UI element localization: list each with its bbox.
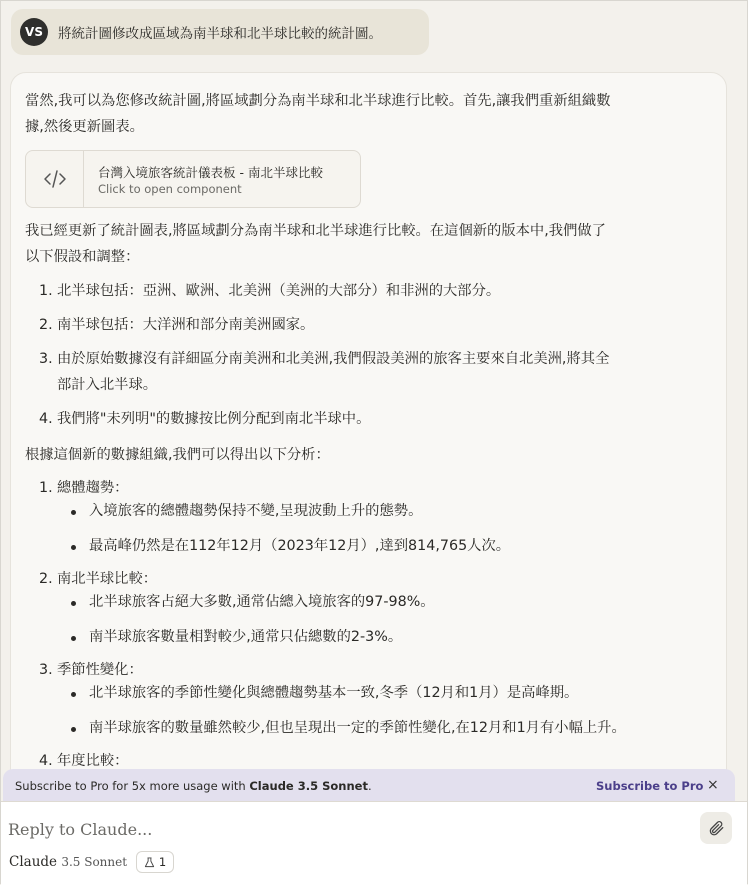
flask-icon <box>144 857 155 868</box>
paperclip-icon <box>707 819 725 837</box>
assistant-response: 當然,我可以為您修改統計圖,將區域劃分為南半球和北半球進行比較。首先,讓我們重新組織數 據,然後更新圖表。 台灣入境旅客統計儀表板 - 南北半球比較 Click to open component 我已經更新了統計圖表,將區域劃分為南半球和北半球進行比較。在這個新的版本中,我們做了 以下假設和調整： 1. 北半球包括：亞洲、歐洲、北美洲（美洲的大部分）和非洲的大部分。 2. 南半球包括：大洋洲和部分南美洲國家。 3. 由於原始數據沒有詳細區分南美洲和北美洲,我們假設美洲的旅客主要來自北美洲,將其全 部計入北半球。 4. 我們將"未列明"的數據按比例分配到南北半球中。 根據這個新的數據組織,我們可以得出以下分析： 1. 總體趨勢： 入境旅客的總體趨勢保持不變,呈現波動上升的態勢。 最高峰仍然是在112年12月（2023年12月）,達到814,765人次。 2. 南北半球比較： 北半球旅客占絕大多數,通常佔總入境旅客的97-98%。 南半球旅客數量相對較少,通常只佔總數的2-3%。 3. 季節性變化： 北半球旅客的季節性變化與總體趨勢基本一致,冬季（12月和1月）是高峰期。 南半球旅客的數量雖然較少,但也呈現出一定的季節性變化,在12月和1月有小幅上升。 4. 年度比較： <box>10 72 727 832</box>
updated-line-2: 以下假設和調整： <box>25 249 140 265</box>
updated-line-1: 我已經更新了統計圖表,將區域劃分為南半球和北半球進行比較。在這個新的版本中,我們做了 <box>25 223 606 239</box>
user-message-text: 將統計圖修改成區域為南半球和北半球比較的統計圖。 <box>58 26 382 42</box>
bullet-dot <box>71 727 76 732</box>
reply-input[interactable]: Reply to Claude... <box>8 820 153 839</box>
project-count: 1 <box>158 855 167 869</box>
subscribe-banner <box>3 769 735 803</box>
reply-composer <box>1 801 747 885</box>
bullet-item: 南半球旅客的數量雖然較少,但也呈現出一定的季節性變化,在12月和1月有小幅上升。 <box>89 720 626 736</box>
bullet-item: 南半球旅客數量相對較少,通常只佔總數的2-3%。 <box>89 629 403 645</box>
bullet-dot <box>71 545 76 550</box>
bullet-item: 最高峰仍然是在112年12月（2023年12月）,達到814,765人次。 <box>89 538 511 554</box>
bullet-item: 北半球旅客占絕大多數,通常佔總入境旅客的97-98%。 <box>89 594 435 610</box>
artifact-subtitle: Click to open component <box>98 182 242 196</box>
artifact-title: 台灣入境旅客統計儀表板 - 南北半球比較 <box>98 165 323 180</box>
model-selector[interactable]: Claude 3.5 Sonnet <box>9 854 128 870</box>
project-chip[interactable] <box>136 851 174 873</box>
user-message <box>11 9 429 55</box>
artifact-card[interactable] <box>25 150 361 208</box>
bullet-item: 入境旅客的總體趨勢保持不變,呈現波動上升的態勢。 <box>89 503 423 519</box>
bullet-dot <box>71 601 76 606</box>
attach-button[interactable] <box>700 812 732 844</box>
bullet-dot <box>71 510 76 515</box>
bullet-dot <box>71 692 76 697</box>
bullet-item: 北半球旅客的季節性變化與總體趨勢基本一致,冬季（12月和1月）是高峰期。 <box>89 685 579 701</box>
subscribe-pro-link[interactable]: Subscribe to Pro <box>596 779 704 793</box>
analysis-intro: 根據這個新的數據組織,我們可以得出以下分析： <box>25 447 330 463</box>
close-icon[interactable]: × <box>707 777 719 793</box>
list-item-continuation: 部計入北半球。 <box>57 377 158 393</box>
bullet-dot <box>71 636 76 641</box>
intro-line-1: 當然,我可以為您修改統計圖,將區域劃分為南半球和北半球進行比較。首先,讓我們重新組織數 <box>25 93 611 109</box>
intro-line-2: 據,然後更新圖表。 <box>25 119 144 135</box>
user-avatar: VS <box>20 18 48 46</box>
banner-text: Subscribe to Pro for 5x more usage with Claude 3.5 Sonnet. <box>15 779 372 793</box>
code-icon <box>26 151 84 207</box>
